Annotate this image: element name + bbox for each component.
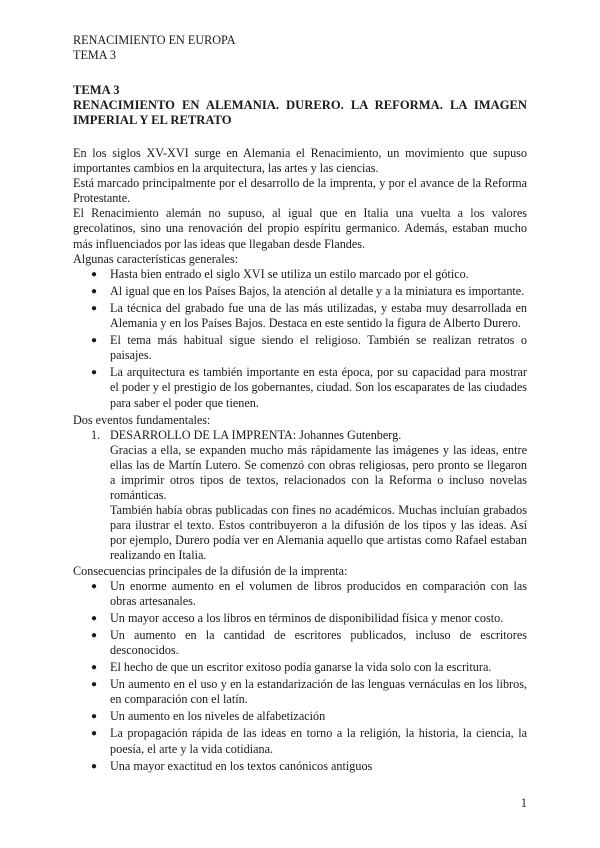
- list-item: ● La arquitectura es también importante en esta época, por su capacidad para mostrar el poder y el prestigio de los gobernantes, ciudad. Son los escaparates de las ciudades para saber el poder que tienen.: [91, 365, 527, 410]
- heading-line-1: RENACIMIENTO EN ALEMANIA. DURERO. LA REFORMA. LA IMAGEN: [73, 98, 527, 112]
- list-item: ● Un aumento en la cantidad de escritores publicados, incluso de escritores desconocidos.: [91, 627, 527, 657]
- bullet-icon: ●: [91, 629, 98, 641]
- list-item: ● Un aumento en los niveles de alfabetización: [91, 709, 326, 724]
- heading-line-2: IMPERIAL Y EL RETRATO: [73, 113, 232, 127]
- document-body: [73, 83, 527, 776]
- list-item: ● El tema más habitual sigue siendo el religioso. También se realizan retratos o paisajes.: [91, 333, 527, 363]
- event-item: [73, 428, 527, 564]
- bullet-icon: ●: [91, 335, 98, 347]
- event-title: DESARROLLO DE LA IMPRENTA: Johannes Gutenberg.: [110, 427, 402, 442]
- list-item: ● Una mayor exactitud en los textos canónicos antiguos: [91, 758, 373, 773]
- bullet-icon: ●: [91, 268, 98, 280]
- bullet-icon: ●: [91, 728, 98, 740]
- list-item: ● El hecho de que un escritor exitoso podía ganarse la vida solo con la escritura.: [91, 660, 492, 675]
- list-item: ● Hasta bien entrado el siglo XVI se utiliza un estilo marcado por el gótico.: [91, 266, 469, 281]
- characteristics-intro: Algunas características generales:: [73, 251, 239, 266]
- page-number: 1: [520, 796, 527, 810]
- list-item: ● Un enorme aumento en el volumen de libros producidos en comparación con las obras artesanales.: [91, 578, 527, 608]
- section-title: [73, 83, 527, 128]
- german-renaissance-paragraph: El Renacimiento alemán no supuso, al igual que en Italia una vuelta a los valores grecolatinos, sino una renovación del propio espíritu germanico. Además, estaban mucho más influenciados por las ideas que llegaban desde Flandes.: [73, 206, 527, 251]
- intro-paragraph: En los siglos XV-XVI surge en Alemania el Renacimiento, un movimiento que supuso importantes cambios en la arquitectura, las artes y las ciencias.: [73, 146, 527, 176]
- consequences-intro: Consecuencias principales de la difusión de la imprenta:: [73, 563, 348, 578]
- list-item: ● La técnica del grabado fue una de las más utilizadas, y estaba muy desarrollada en Alemania y en los Países Bajos. Destaca en este sentido la figura de Alberto Durero.: [91, 300, 527, 331]
- events-list: [73, 428, 527, 564]
- events-intro: Dos eventos fundamentales:: [73, 412, 211, 427]
- header-course: RENACIMIENTO EN EUROPA: [73, 33, 236, 47]
- theme-label: TEMA 3: [73, 83, 120, 97]
- bullet-icon: ●: [91, 760, 98, 772]
- header-topic: TEMA 3: [73, 48, 116, 62]
- running-header: [73, 33, 236, 63]
- bullet-icon: ●: [91, 711, 98, 723]
- characteristics-list: [73, 267, 527, 411]
- bullet-icon: ●: [91, 612, 98, 624]
- event-paragraph-2: También había obras publicadas con fines no académicos. Muchas incluían grabados para ilustrar el texto. Estos contribuyeron a la difusión de los tipos y las ideas. Así por ejemplo, Durero podía ver en Alemania aquello que artistas como Rafael estaban realizando en Italia.: [110, 503, 527, 563]
- consequences-list: [73, 579, 527, 774]
- printing-paragraph: Está marcado principalmente por el desarrollo de la imprenta, y por el avance de la Reforma Protestante.: [73, 176, 527, 206]
- list-item: ● Un mayor acceso a los libros en términos de disponibilidad física y menor costo.: [91, 610, 504, 625]
- list-item: ● Al igual que en los Países Bajos, la atención al detalle y a la miniatura es importante.: [91, 283, 525, 298]
- bullet-icon: ●: [91, 662, 98, 674]
- event-number: 1.: [91, 427, 101, 442]
- bullet-icon: ●: [91, 367, 98, 379]
- bullet-icon: ●: [91, 285, 98, 297]
- list-item: ● La propagación rápida de las ideas en torno a la religión, la historia, la ciencia, la poesía, el arte y la vida cotidiana.: [91, 726, 527, 756]
- bullet-icon: ●: [91, 580, 98, 592]
- list-item: ● Un aumento en el uso y en la estandarización de las lenguas vernáculas en los libros, en comparación con el latín.: [91, 677, 527, 707]
- bullet-icon: ●: [91, 302, 98, 314]
- bullet-icon: ●: [91, 679, 98, 691]
- event-paragraph-1: Gracias a ella, se expanden mucho más rápidamente las imágenes y las ideas, entre ellas las de Martín Lutero. Se comenzó con obras religiosas, pero pronto se llegaron a imprimir otros tipos de textos, relacionados con la Reforma o incluso novelas románticas.: [110, 442, 527, 503]
